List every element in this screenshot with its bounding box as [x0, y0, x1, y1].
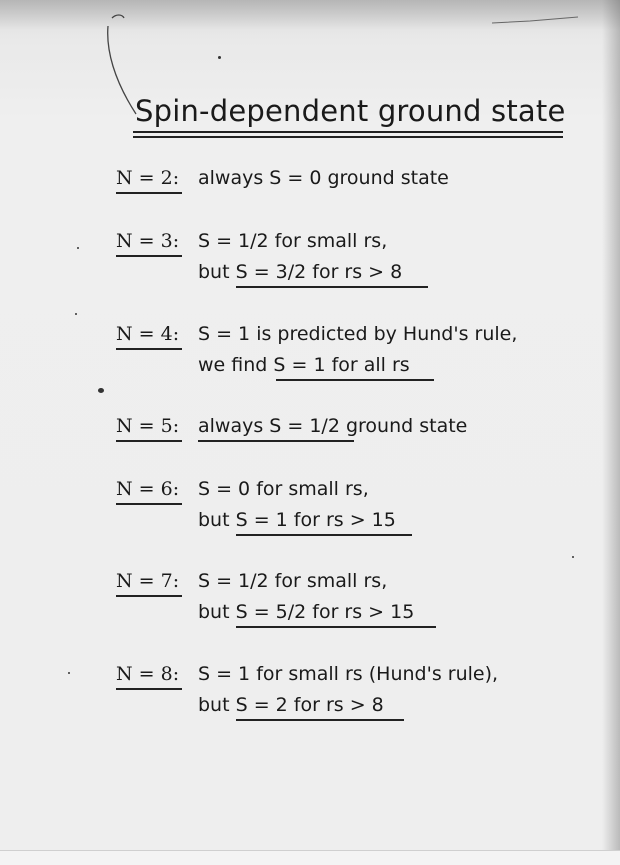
entry-line-1: S = 1 is predicted by Hund's rule, [198, 323, 518, 345]
entry-n6 [0, 478, 620, 548]
entry-label: N = 4: [116, 323, 180, 345]
title-underline-double [133, 136, 563, 138]
ink-speck [75, 313, 77, 315]
pen-mark [100, 10, 140, 120]
label-underline [116, 688, 182, 690]
entry-line-2: but S = 2 for rs > 8 [198, 694, 384, 716]
entry-label: N = 2: [116, 167, 180, 189]
entry-n2 [0, 167, 620, 237]
entry-line-2: we find S = 1 for all rs [198, 354, 410, 376]
entry-line-2: but S = 5/2 for rs > 15 [198, 601, 415, 623]
ink-speck [77, 247, 79, 249]
entry-n5 [0, 415, 620, 485]
entry-label: N = 6: [116, 478, 180, 500]
entry-label: N = 5: [116, 415, 180, 437]
label-underline [116, 595, 182, 597]
entry-line-1: S = 1/2 for small rs, [198, 230, 388, 252]
page-title: Spin-dependent ground state [135, 94, 566, 128]
label-underline [116, 440, 182, 442]
ink-speck [98, 388, 104, 393]
entry-label: N = 8: [116, 663, 180, 685]
result-underline [236, 286, 428, 288]
entry-n8 [0, 663, 620, 733]
result-underline [236, 626, 436, 628]
entry-label: N = 7: [116, 570, 180, 592]
ink-speck [218, 56, 221, 59]
entry-n4 [0, 323, 620, 393]
entry-line-2: but S = 3/2 for rs > 8 [198, 261, 403, 283]
entry-line-1: always S = 0 ground state [198, 167, 449, 189]
ink-speck [68, 672, 70, 674]
entry-line-1: S = 1 for small rs (Hund's rule), [198, 663, 499, 685]
entry-n7 [0, 570, 620, 640]
label-underline [116, 348, 182, 350]
label-underline [116, 503, 182, 505]
result-underline [236, 719, 404, 721]
entry-n3 [0, 230, 620, 300]
title-underline [133, 131, 563, 133]
result-underline [236, 534, 412, 536]
ink-speck [572, 556, 574, 558]
entry-line-1: S = 0 for small rs, [198, 478, 369, 500]
result-underline [276, 379, 434, 381]
entry-line-1: S = 1/2 for small rs, [198, 570, 388, 592]
entry-label: N = 3: [116, 230, 180, 252]
entry-line-2: but S = 1 for rs > 15 [198, 509, 396, 531]
label-underline [116, 192, 182, 194]
entry-line-1: always S = 1/2 ground state [198, 415, 468, 437]
label-underline [116, 255, 182, 257]
pen-scribble [490, 14, 580, 28]
result-underline [198, 440, 354, 442]
page-bottom-edge [0, 850, 620, 865]
